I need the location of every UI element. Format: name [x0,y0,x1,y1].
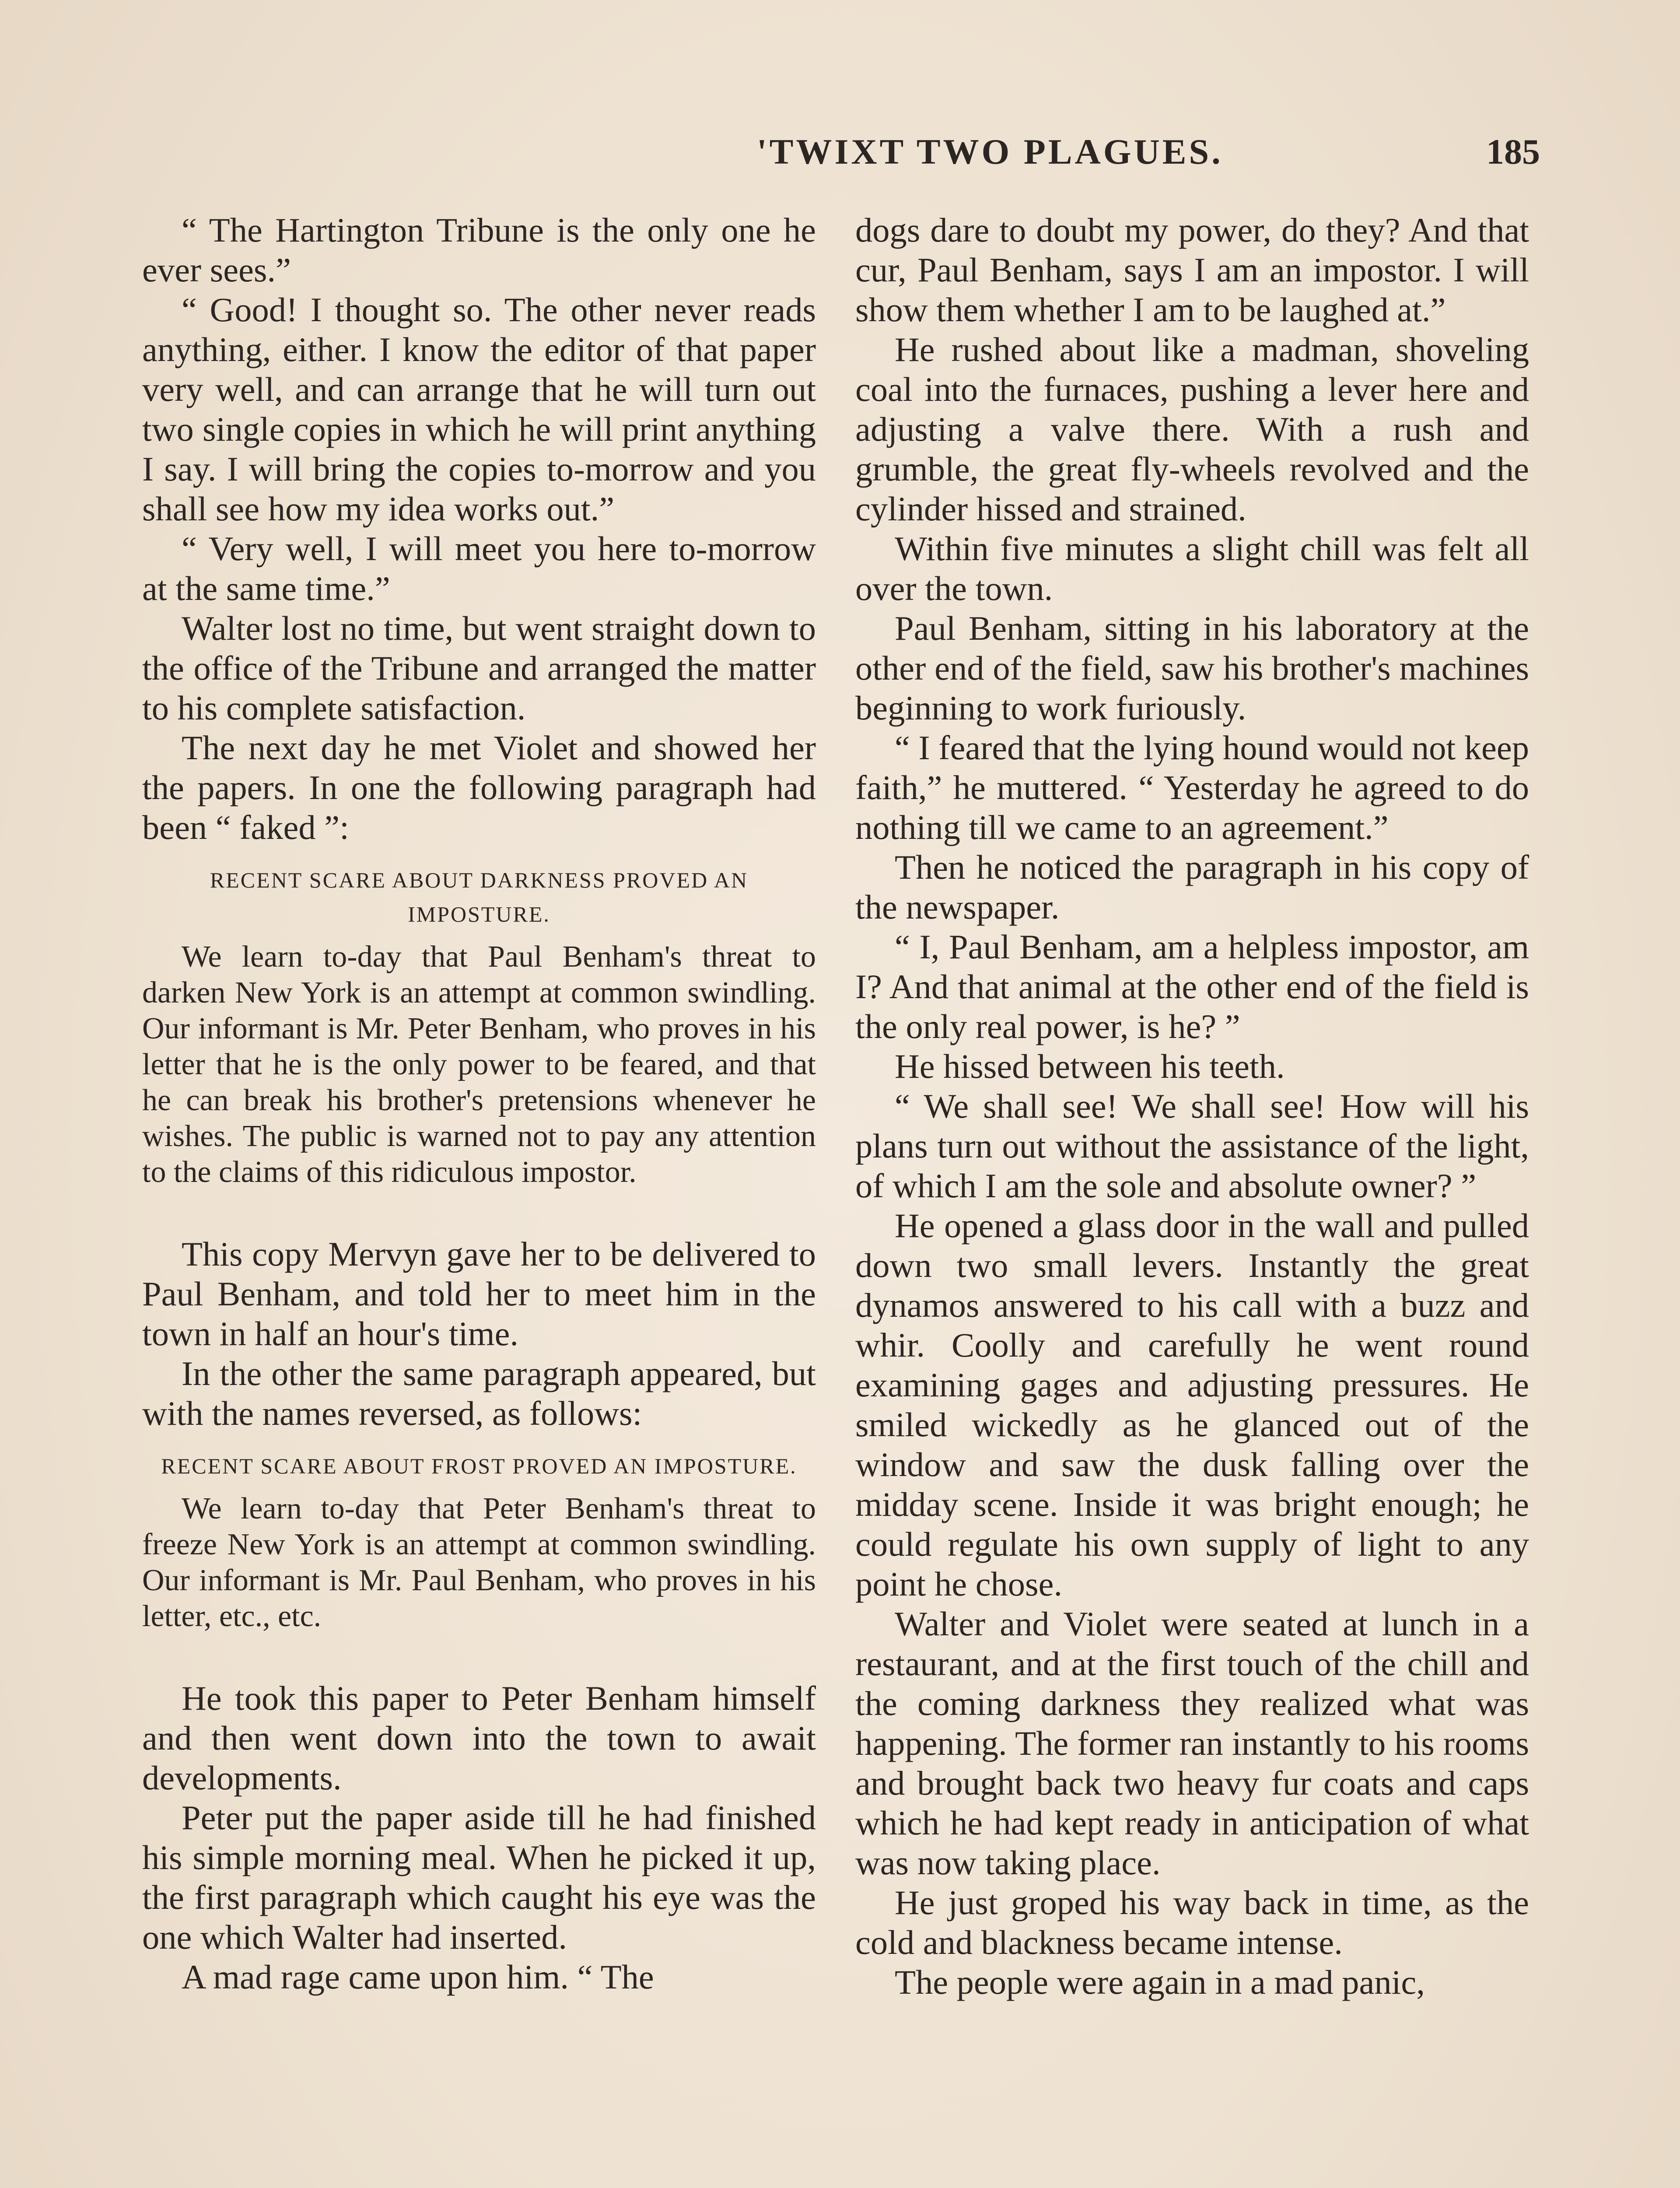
paragraph: The people were again in a mad panic, [895,1963,1425,2001]
paragraph: “ Very well, I will meet you here to-morrow at the same time.” [142,529,816,607]
paragraph: Paul Benham, sitting in his laboratory at the other end of the field, saw his brother's machines beginning to work furiously. [855,609,1529,727]
newspaper-paragraph: We learn to-day that Paul Benham's threat to darken New York is an attempt at common swindling. Our informant is Mr. Peter Benham, who proves in his letter that he is the only power to be feared, and that he can break his brother's pretensions whenever he wishes. The public is warned not to pay any attention to the claims of this ridiculous impostor. [142,940,816,1189]
paragraph: He took this paper to Peter Benham himself and then went down into the town to await developments. [142,1679,816,1797]
paragraph: Walter and Violet were seated at lunch in a restaurant, and at the first touch of the chill and the coming darkness they realized what was happening. The former ran instantly to his rooms and brought back two heavy fur coats and caps which he had kept ready in anticipation of what was now taking place. [855,1605,1529,1882]
paragraph: A mad rage came upon him. “ The [182,1958,654,1996]
newspaper-headline: RECENT SCARE ABOUT FROST PROVED AN IMPOSTURE. [161,1454,797,1478]
newspaper-headline: RECENT SCARE ABOUT DARKNESS PROVED AN IMPOSTURE. [210,868,749,926]
paragraph: In the other the same paragraph appeared, but with the names reversed, as follows: [142,1354,816,1432]
running-title: 'TWIXT TWO PLAGUES. [757,132,1223,172]
paragraph: Then he noticed the paragraph in his copy of the newspaper. [855,848,1529,926]
paragraph: Walter lost no time, but went straight down to the office of the Tribune and arranged the matter to his complete satisfaction. [142,609,816,727]
left-column [142,210,816,1997]
paragraph: “ Good! I thought so. The other never reads anything, either. I know the editor of that paper very well, and can arrange that he will turn out two single copies in which he will print anything I say. I will bring the copies to-morrow and you shall see how my idea works out.” [142,291,816,528]
paragraph: “ I, Paul Benham, am a helpless impostor, am I? And that animal at the other end of the field is the only real power, is he? ” [855,928,1529,1045]
paragraph: Within five minutes a slight chill was felt all over the town. [855,529,1529,607]
right-column [855,210,1529,2002]
paragraph: “ The Hartington Tribune is the only one he ever sees.” [142,211,816,289]
paragraph: He hissed between his teeth. [895,1047,1285,1085]
paragraph: dogs dare to doubt my power, do they? And that cur, Paul Benham, says I am an impostor. I will show them whether I am to be laughed at.” [855,211,1529,329]
newspaper-paragraph: We learn to-day that Peter Benham's threat to freeze New York is an attempt at common swindling. Our informant is Mr. Paul Benham, who proves in his letter, etc., etc. [142,1492,816,1633]
paragraph: He just groped his way back in time, as the cold and blackness became intense. [855,1883,1529,1961]
paragraph: “ We shall see! We shall see! How will his plans turn out without the assistance of the light, of which I am the sole and absolute owner? ” [855,1087,1529,1205]
paragraph: The next day he met Violet and showed her the papers. In one the following paragraph had been “ faked ”: [142,729,816,846]
page-number: 185 [1486,132,1540,172]
paragraph: He opened a glass door in the wall and pulled down two small levers. Instantly the great dynamos answered to his call with a buzz and whir. Coolly and carefully he went round examining gages and adjusting pressures. He smiled wickedly as he glanced out of the window and saw the dusk falling over the midday scene. Inside it was bright enough; he could regulate his own supply of light to any point he chose. [855,1206,1529,1603]
paragraph: He rushed about like a madman, shoveling coal into the furnaces, pushing a lever here and adjusting a valve there. With a rush and grumble, the great fly-wheels revolved and the cylinder hissed and strained. [855,330,1529,528]
page-header [144,131,1540,184]
paragraph: This copy Mervyn gave her to be delivered to Paul Benham, and told her to meet him in the town in half an hour's time. [142,1235,816,1353]
paragraph: “ I feared that the lying hound would not keep faith,” he muttered. “ Yesterday he agreed to do nothing till we came to an agreement.” [855,729,1529,846]
paragraph: Peter put the paper aside till he had finished his simple morning meal. When he picked it up, the first paragraph which caught his eye was the one which Walter had inserted. [142,1799,816,1956]
